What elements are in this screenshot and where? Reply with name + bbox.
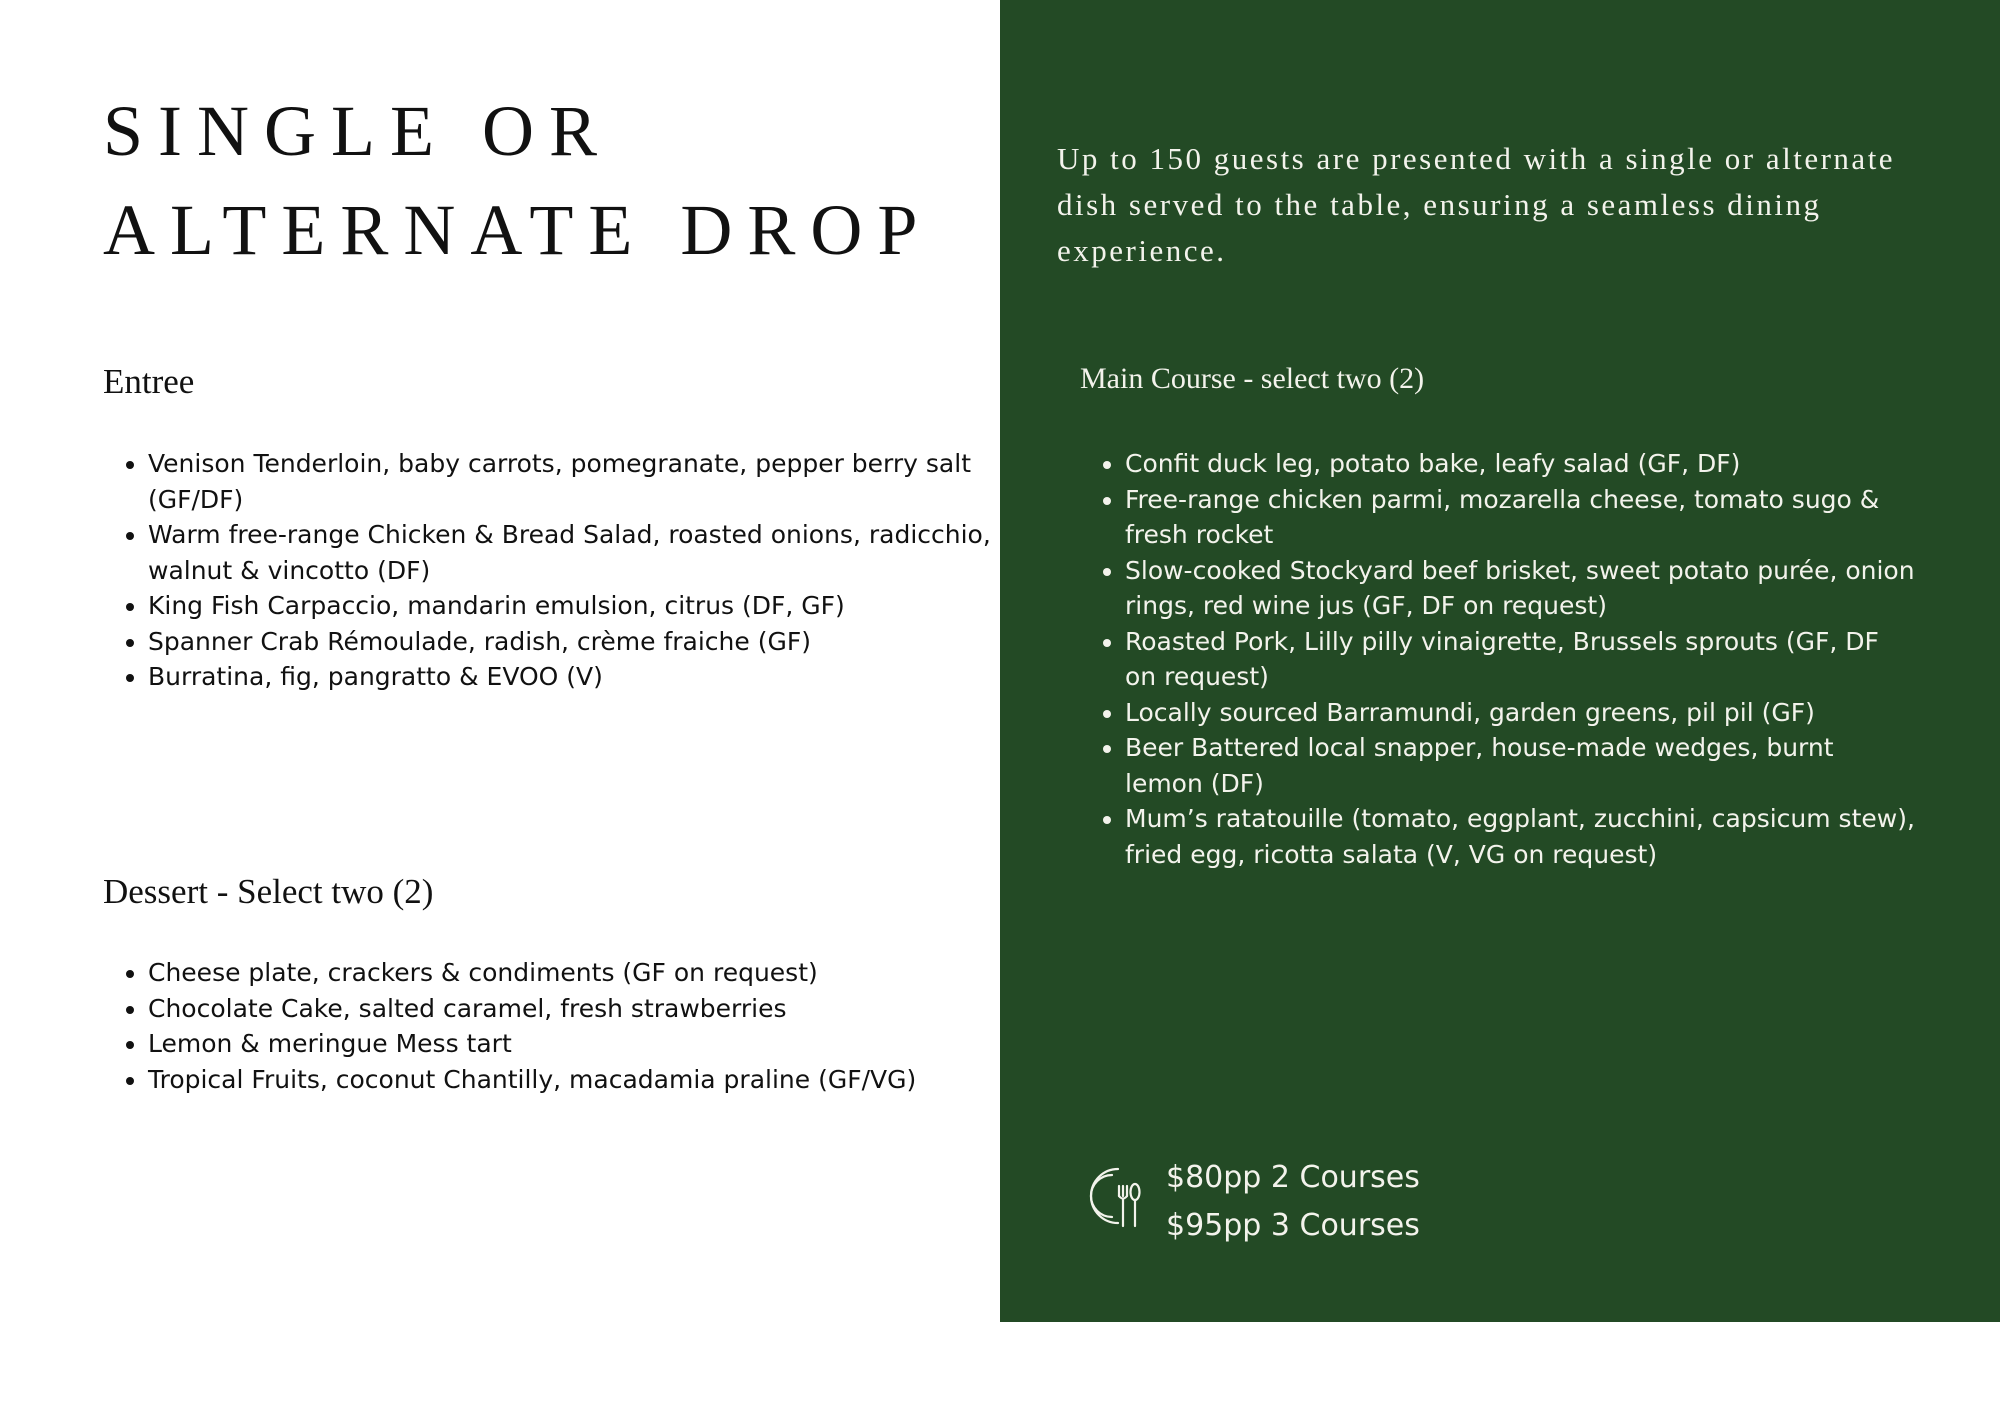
price-three-courses: $95pp 3 Courses [1166, 1208, 1420, 1243]
list-item: • Venison Tenderloin, baby carrots, pomegranate, pepper berry salt (GF/DF) [148, 446, 1008, 517]
page-title [103, 82, 932, 280]
entree-heading: Entree [103, 362, 195, 401]
list-item: • Burratina, fig, pangratto & EVOO (V) [148, 659, 1008, 695]
intro-text: Up to 150 guests are presented with a single or alternate dish served to the table, ensuring a seamless dining experience. [1057, 141, 1896, 268]
list-item: • Warm free-range Chicken & Bread Salad, roasted onions, radicchio, walnut & vincotto (DF) [148, 517, 1008, 588]
title-line-2: ALTERNATE DROP [103, 190, 933, 270]
title-line-1: SINGLE OR [103, 91, 612, 171]
list-item: • Spanner Crab Rémoulade, radish, crème fraiche (GF) [148, 624, 1008, 660]
entree-list [103, 446, 1008, 695]
list-item: • Cheese plate, crackers & condiments (GF on request) [148, 955, 1028, 991]
plate-cutlery-icon [1074, 1160, 1146, 1232]
list-item: • Chocolate Cake, salted caramel, fresh strawberries [148, 991, 1028, 1027]
dessert-heading: Dessert - Select two (2) [103, 872, 434, 911]
list-item: • Confit duck leg, potato bake, leafy salad (GF, DF) [1125, 446, 1915, 482]
list-item: • Lemon & meringue Mess tart [148, 1026, 1028, 1062]
list-item: • King Fish Carpaccio, mandarin emulsion, citrus (DF, GF) [148, 588, 1008, 624]
list-item: • Tropical Fruits, coconut Chantilly, macadamia praline (GF/VG) [148, 1062, 1028, 1098]
list-item: • Locally sourced Barramundi, garden greens, pil pil (GF) [1125, 695, 1915, 731]
main-course-list [1080, 446, 1915, 872]
list-item: • Slow-cooked Stockyard beef brisket, sweet potato purée, onion rings, red wine jus (GF, DF on request) [1125, 553, 1915, 624]
list-item: • Beer Battered local snapper, house-made wedges, burnt lemon (DF) [1125, 730, 1915, 801]
list-item: • Mum’s ratatouille (tomato, eggplant, zucchini, capsicum stew), fried egg, ricotta salata (V, VG on request) [1125, 801, 1915, 872]
price-two-courses: $80pp 2 Courses [1166, 1160, 1420, 1195]
list-item: • Roasted Pork, Lilly pilly vinaigrette, Brussels sprouts (GF, DF on request) [1125, 624, 1915, 695]
pricing [1166, 1154, 1420, 1250]
dessert-list [103, 955, 1028, 1097]
list-item: • Free-range chicken parmi, mozarella cheese, tomato sugo & fresh rocket [1125, 482, 1915, 553]
main-course-heading: Main Course - select two (2) [1080, 362, 1425, 395]
